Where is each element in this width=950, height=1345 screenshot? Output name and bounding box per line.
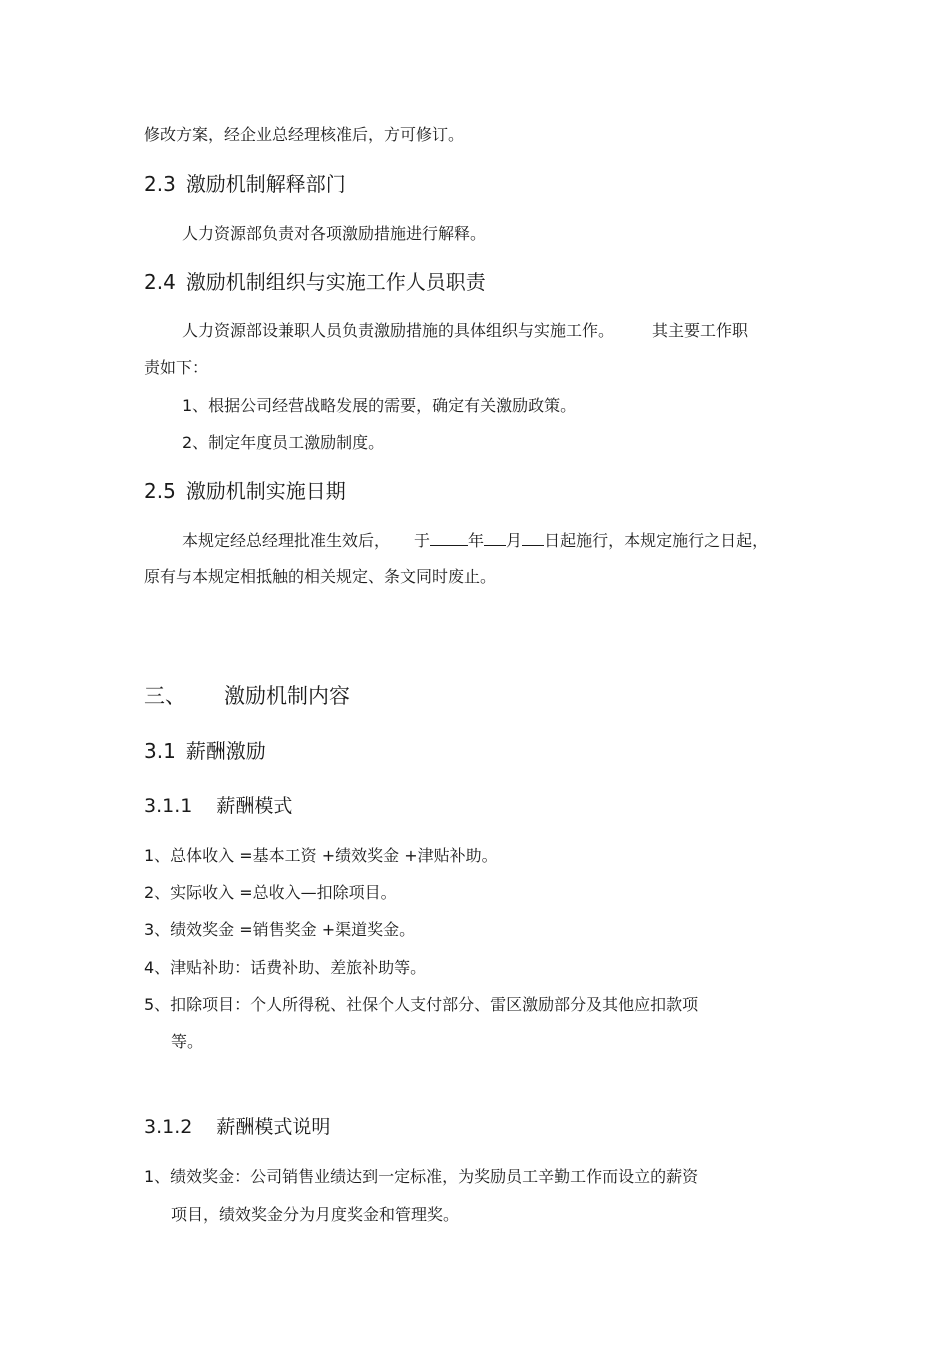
paragraph-text: 月 xyxy=(506,531,523,550)
section-title: 激励机制解释部门 xyxy=(185,172,346,196)
paragraph-text: 日起施行，本规定施行之日起， xyxy=(544,531,769,550)
list-item: 1、根据公司经营战略发展的需要，确定有关激励政策。 xyxy=(182,396,577,415)
paragraph-line: 责如下： xyxy=(144,358,209,377)
section-number: 2.3 xyxy=(144,172,176,196)
paragraph-text: 年 xyxy=(468,531,485,550)
list-item: 1、绩效奖金：公司销售业绩达到一定标准，为奖励员工辛勤工作而设立的薪资 xyxy=(144,1167,699,1186)
list-item: 5、扣除项目：个人所得税、社保个人支付部分、雷区激励部分及其他应扣款项 xyxy=(144,995,699,1014)
paragraph-continuation: 修改方案，经企业总经理核准后，方可修订。 xyxy=(144,125,465,144)
paragraph-text: 其主要工作职 xyxy=(652,321,749,340)
subsection-heading-3-1-1 xyxy=(144,793,292,819)
paragraph-line xyxy=(182,529,768,552)
chapter-number: 三、 xyxy=(144,684,186,708)
list-item: 3、绩效奖金 =销售奖金 +渠道奖金。 xyxy=(144,920,416,939)
list-item: 2、实际收入 =总收入—扣除项目。 xyxy=(144,883,397,902)
chapter-heading-3 xyxy=(144,682,350,710)
section-title: 激励机制实施日期 xyxy=(185,479,346,503)
list-item: 1、总体收入 =基本工资 +绩效奖金 +津贴补助。 xyxy=(144,846,498,865)
section-number: 2.4 xyxy=(144,270,176,294)
section-heading-2-3 xyxy=(144,171,346,197)
section-number: 3.1 xyxy=(144,739,176,763)
list-item-continuation: 项目，绩效奖金分为月度奖金和管理奖。 xyxy=(171,1205,460,1224)
subsection-number: 3.1.1 xyxy=(144,795,193,817)
section-heading-2-4 xyxy=(144,269,486,295)
section-title: 激励机制组织与实施工作人员职责 xyxy=(185,270,486,294)
paragraph-text: 人力资源部设兼职人员负责激励措施的具体组织与实施工作。 xyxy=(182,321,615,340)
subsection-title: 薪酬模式 xyxy=(216,795,293,817)
paragraph-text: 本规定经总经理批准生效后， xyxy=(182,531,391,550)
date-blank-year xyxy=(430,529,468,546)
subsection-heading-3-1-2 xyxy=(144,1114,330,1140)
list-item: 2、制定年度员工激励制度。 xyxy=(182,433,385,452)
section-heading-3-1 xyxy=(144,738,266,764)
list-item: 4、津贴补助：话费补助、差旅补助等。 xyxy=(144,958,427,977)
subsection-number: 3.1.2 xyxy=(144,1116,193,1138)
paragraph-line xyxy=(182,320,748,342)
subsection-title: 薪酬模式说明 xyxy=(216,1116,331,1138)
section-title: 薪酬激励 xyxy=(185,739,266,763)
paragraph-line: 原有与本规定相抵触的相关规定、条文同时废止。 xyxy=(144,567,497,586)
list-item-continuation: 等。 xyxy=(171,1032,204,1051)
paragraph: 人力资源部负责对各项激励措施进行解释。 xyxy=(182,224,487,243)
section-heading-2-5 xyxy=(144,478,346,504)
paragraph-text: 于 xyxy=(414,531,431,550)
chapter-title: 激励机制内容 xyxy=(224,684,350,708)
date-blank-month xyxy=(484,529,506,546)
section-number: 2.5 xyxy=(144,479,176,503)
date-blank-day xyxy=(522,529,544,546)
